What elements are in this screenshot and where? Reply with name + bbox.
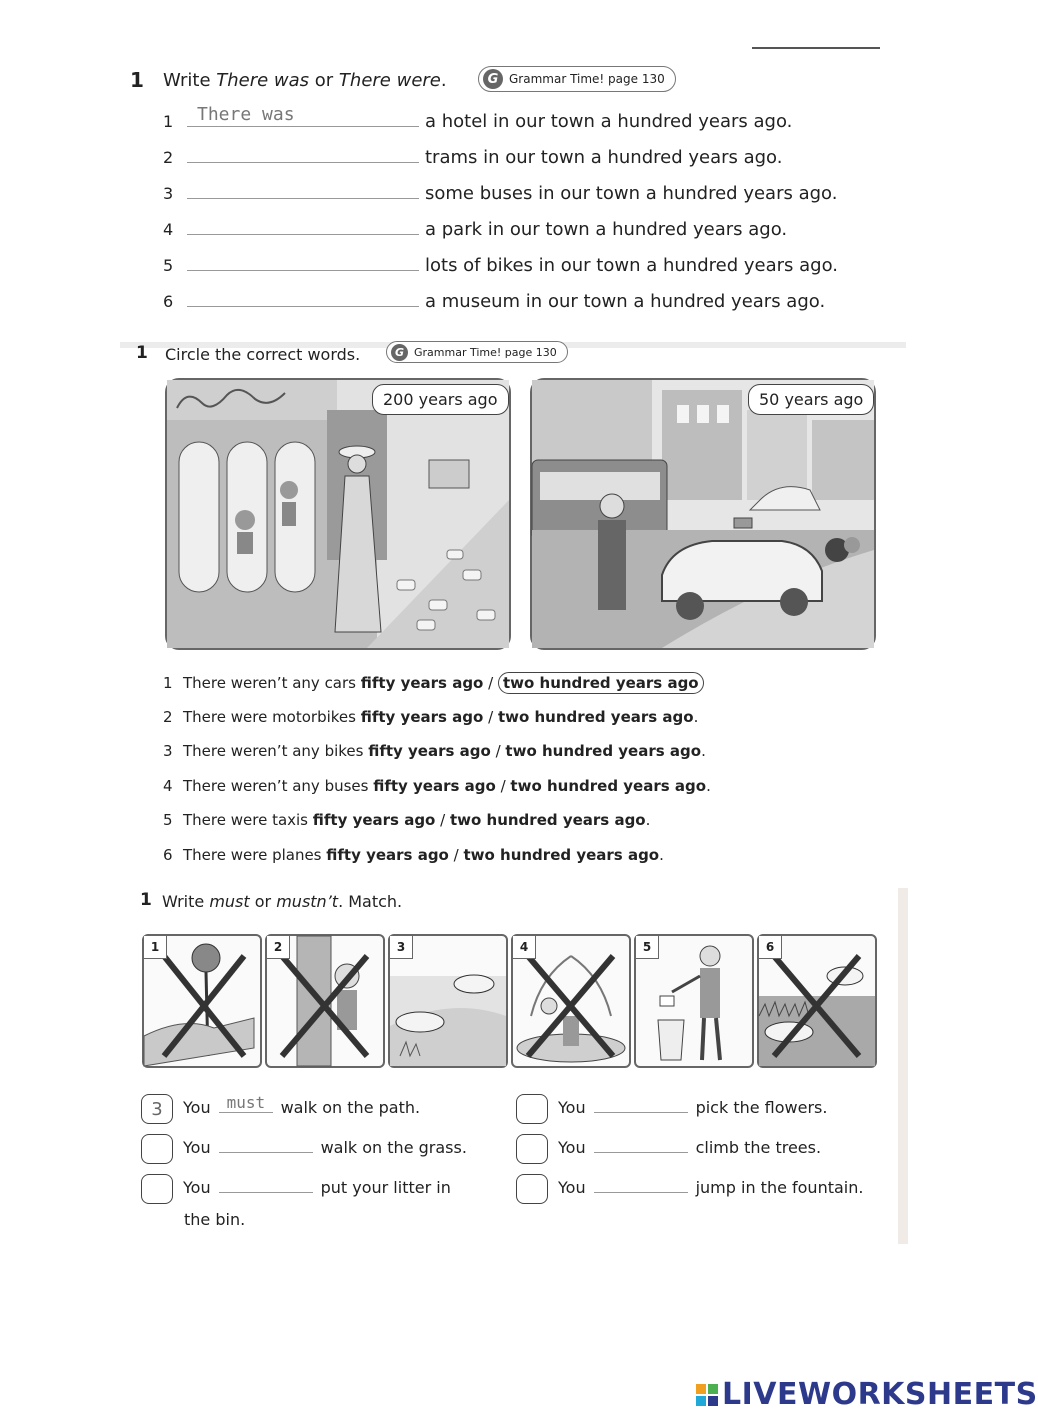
item-end: . — [706, 777, 711, 795]
picture-200-years-ago — [165, 378, 511, 650]
panel-number: 4 — [513, 936, 536, 959]
exercise3-sentence — [516, 1174, 863, 1204]
item-text: There weren’t any bikes — [183, 742, 369, 760]
answer-field[interactable] — [187, 248, 419, 271]
option-fifty-years-ago[interactable]: fifty years ago — [373, 777, 496, 795]
option-fifty-years-ago[interactable]: fifty years ago — [326, 846, 449, 864]
answer-field[interactable] — [187, 212, 419, 235]
match-box[interactable] — [516, 1094, 548, 1124]
title-part: or — [309, 70, 339, 91]
item-number: 6 — [163, 846, 173, 864]
answer-text: must — [226, 1093, 266, 1112]
title-part-italic: There was — [216, 70, 310, 91]
title-part-italic: must — [209, 892, 250, 911]
liveworksheets-logo — [696, 1377, 1038, 1412]
panel-climb-trees — [265, 934, 385, 1068]
sentence-post: walk on the path. — [280, 1098, 421, 1117]
answer-field[interactable] — [187, 176, 419, 199]
exercise3-sentence — [141, 1134, 467, 1164]
logo-tile — [708, 1384, 718, 1394]
grammar-time-label: Grammar Time! page 130 — [509, 72, 665, 86]
option-two-hundred-years-ago[interactable]: two hundred years ago — [505, 742, 702, 760]
logo-mark-icon — [696, 1384, 718, 1406]
panel-jump-fountain — [511, 934, 631, 1068]
title-part: Write — [162, 892, 210, 911]
label-200-years-ago: 200 years ago — [372, 384, 509, 415]
grammar-g-icon: G — [483, 69, 503, 89]
match-box[interactable] — [516, 1174, 548, 1204]
option-separator: / — [435, 811, 450, 829]
item-text: There were motorbikes — [183, 708, 361, 726]
item-text: There weren’t any buses — [183, 777, 374, 795]
logo-text: LIVEWORKSHEETS — [722, 1377, 1038, 1412]
item-text: trams in our town a hundred years ago. — [425, 147, 783, 168]
option-two-hundred-years-ago-circled[interactable]: two hundred years ago — [498, 672, 704, 694]
title-part-italic: mustn’t — [276, 892, 339, 911]
grammar-time-label: Grammar Time! page 130 — [414, 345, 557, 359]
item-number: 4 — [163, 777, 173, 795]
answer-field[interactable] — [187, 104, 419, 127]
answer-field[interactable] — [219, 1094, 273, 1113]
exercise1-item — [163, 248, 838, 276]
answer-field[interactable] — [594, 1134, 688, 1153]
panel-pick-flowers — [142, 934, 262, 1068]
section3-title — [162, 892, 402, 911]
item-end: . — [645, 811, 651, 829]
exercise3-sentence — [141, 1174, 451, 1204]
exercise3-sentence — [141, 1094, 420, 1124]
exercise1-item — [163, 176, 837, 204]
old-street-scene — [167, 380, 509, 648]
item-number: 1 — [163, 674, 173, 692]
exercise1-item — [163, 284, 825, 312]
logo-tile — [696, 1396, 706, 1406]
sentence-post: climb the trees. — [695, 1138, 822, 1157]
exercise3-sentence — [516, 1094, 827, 1124]
item-number: 5 — [163, 256, 174, 275]
item-text: some buses in our town a hundred years ago. — [425, 183, 838, 204]
item-text: a hotel in our town a hundred years ago. — [425, 111, 793, 132]
panel-walk-grass — [757, 934, 877, 1068]
section1-number: 1 — [130, 68, 144, 92]
option-fifty-years-ago[interactable]: fifty years ago — [368, 742, 491, 760]
sentence-post: jump in the fountain. — [695, 1178, 864, 1197]
section2-title: Circle the correct words. — [165, 345, 361, 364]
option-two-hundred-years-ago[interactable]: two hundred years ago — [497, 708, 694, 726]
item-text: There were planes — [183, 846, 327, 864]
sentence-pre: You — [558, 1138, 586, 1157]
item-number: 6 — [163, 292, 174, 311]
title-part-italic: There were — [338, 70, 441, 91]
item-text: There weren’t any cars — [183, 674, 361, 692]
exercise3-sentence — [516, 1134, 821, 1164]
option-two-hundred-years-ago[interactable]: two hundred years ago — [510, 777, 707, 795]
grammar-time-badge — [386, 341, 568, 363]
match-box[interactable]: 3 — [141, 1094, 173, 1124]
grammar-time-badge — [478, 66, 676, 92]
answer-field[interactable] — [187, 140, 419, 163]
option-separator: / — [483, 674, 498, 692]
option-two-hundred-years-ago[interactable]: two hundred years ago — [449, 811, 646, 829]
answer-text: There was — [197, 104, 295, 125]
item-number: 2 — [163, 708, 173, 726]
grammar-g-icon: G — [391, 344, 408, 361]
option-separator: / — [495, 777, 511, 795]
sentence-pre: You — [558, 1098, 586, 1117]
section3-number: 1 — [140, 890, 152, 910]
panel-litter-bin — [634, 934, 754, 1068]
sentence-pre: You — [183, 1138, 211, 1157]
modern-street-scene — [532, 380, 874, 648]
item-text: There were taxis — [183, 811, 313, 829]
answer-field[interactable] — [594, 1174, 688, 1193]
panel-number: 6 — [759, 936, 782, 959]
item-end: . — [659, 846, 664, 864]
item-number: 3 — [163, 184, 174, 203]
option-separator: / — [490, 742, 506, 760]
label-50-years-ago: 50 years ago — [748, 384, 874, 415]
logo-tile — [708, 1396, 718, 1406]
panel-number: 5 — [636, 936, 659, 959]
sentence-pre: You — [183, 1178, 211, 1197]
section2-number: 1 — [136, 343, 148, 363]
match-box[interactable] — [141, 1174, 173, 1204]
option-fifty-years-ago[interactable]: fifty years ago — [360, 708, 484, 726]
item-number: 1 — [163, 112, 174, 131]
option-separator: / — [483, 708, 498, 726]
exercise2-item — [163, 811, 650, 829]
item-number: 2 — [163, 148, 174, 167]
sentence-pre: You — [183, 1098, 211, 1117]
panel-number: 2 — [267, 936, 290, 959]
exercise2-item — [163, 777, 711, 795]
title-part: Write — [163, 70, 217, 91]
title-part: or — [249, 892, 277, 911]
item-number: 5 — [163, 811, 173, 829]
item-number: 4 — [163, 220, 174, 239]
match-box[interactable] — [516, 1134, 548, 1164]
panel-number: 1 — [144, 936, 167, 959]
answer-field[interactable] — [219, 1174, 313, 1193]
page-edge-shade — [898, 888, 908, 1244]
option-separator: / — [448, 846, 464, 864]
title-part: . Match. — [338, 892, 403, 911]
item-text: a museum in our town a hundred years ago. — [425, 291, 826, 312]
item-text: lots of bikes in our town a hundred years ago. — [425, 255, 838, 276]
item-end: . — [701, 742, 706, 760]
sentence-post: pick the flowers. — [695, 1098, 828, 1117]
panel-number: 3 — [390, 936, 413, 959]
section1-title — [163, 70, 447, 91]
answer-field[interactable] — [187, 284, 419, 307]
logo-tile — [696, 1384, 706, 1394]
item-number: 3 — [163, 742, 173, 760]
panel-walk-path — [388, 934, 508, 1068]
item-end: . — [693, 708, 699, 726]
option-fifty-years-ago[interactable]: fifty years ago — [312, 811, 436, 829]
item-text: a park in our town a hundred years ago. — [425, 219, 788, 240]
exercise2-item — [163, 742, 706, 760]
exercise1-item — [163, 104, 792, 132]
answer-field[interactable] — [219, 1134, 313, 1153]
match-box[interactable] — [141, 1134, 173, 1164]
picture-50-years-ago — [530, 378, 876, 650]
option-fifty-years-ago[interactable]: fifty years ago — [360, 674, 484, 692]
exercise2-item — [163, 846, 664, 864]
sentence-pre: You — [558, 1178, 586, 1197]
exercise2-item — [163, 708, 698, 726]
exercise2-item — [163, 674, 704, 692]
title-part: . — [440, 70, 447, 91]
sentence-continuation: the bin. — [184, 1210, 246, 1229]
exercise1-item — [163, 212, 787, 240]
sentence-post: walk on the grass. — [320, 1138, 467, 1157]
answer-field[interactable] — [594, 1094, 688, 1113]
exercise1-item — [163, 140, 782, 168]
name-line — [752, 47, 880, 49]
option-two-hundred-years-ago[interactable]: two hundred years ago — [463, 846, 660, 864]
sentence-post: put your litter in — [320, 1178, 451, 1197]
